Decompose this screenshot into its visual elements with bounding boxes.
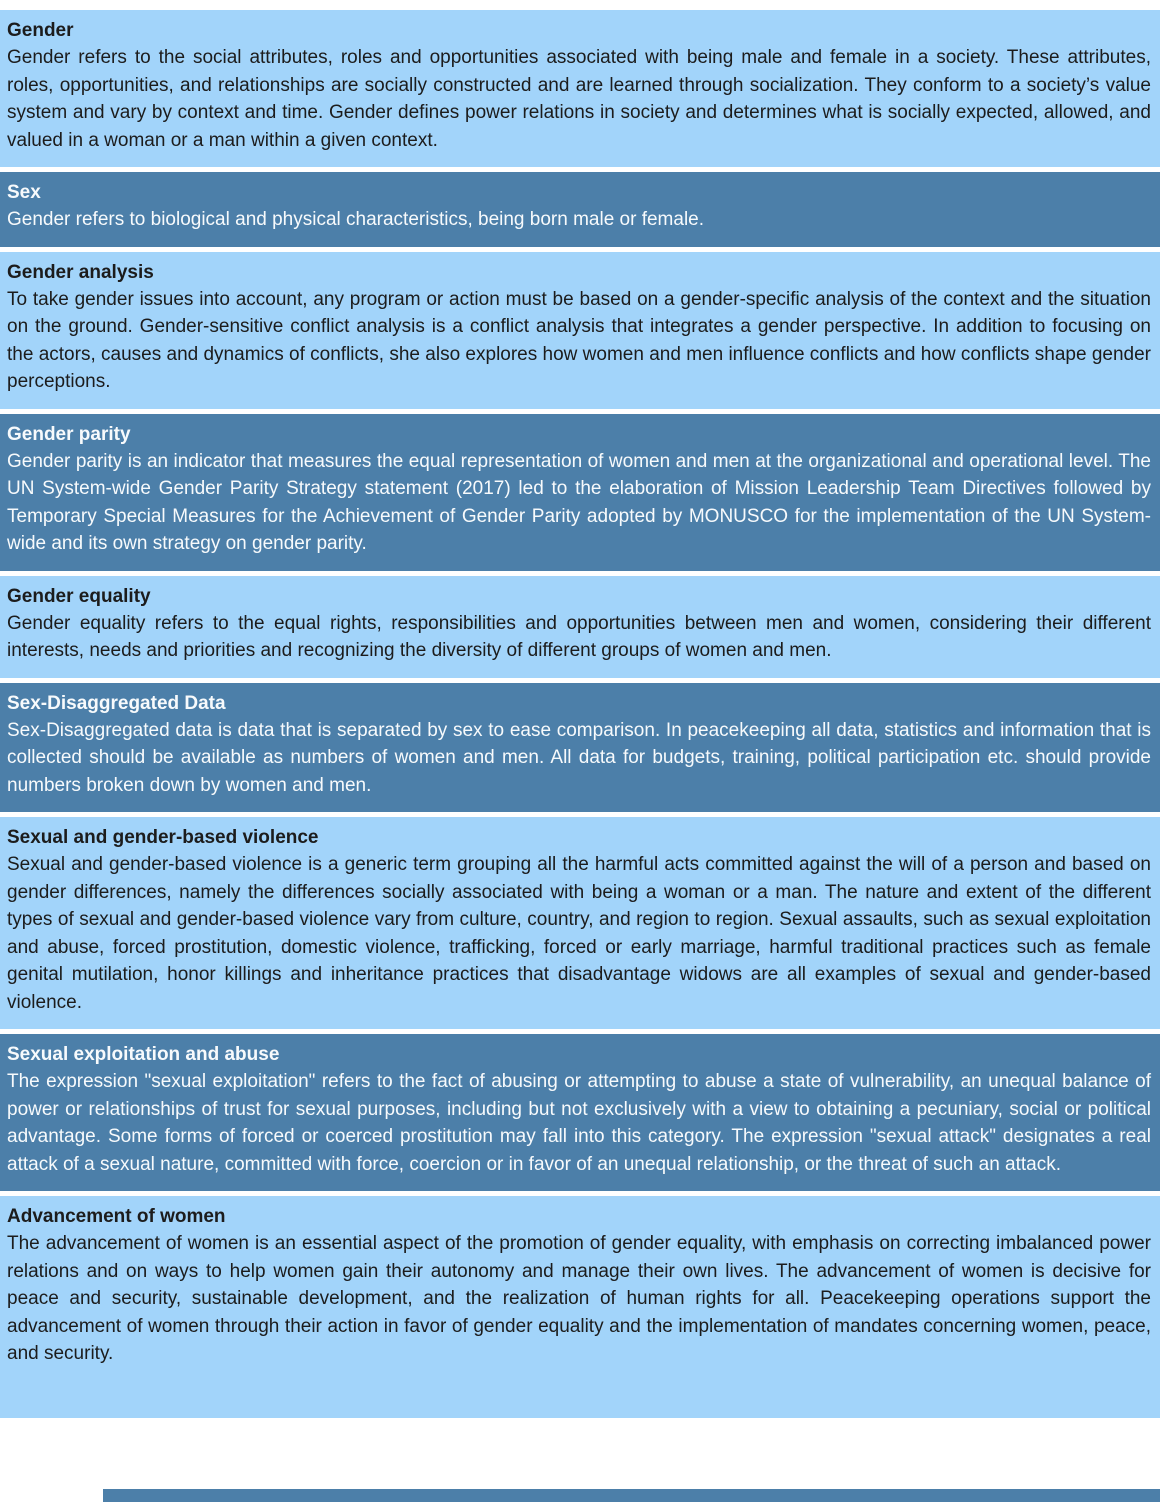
next-section-partial-band [103, 1489, 1160, 1502]
definition-section-gender-parity [0, 414, 1160, 571]
definition-body: Sexual and gender-based violence is a generic term grouping all the harmful acts committed against the will of a person and based on gender differences, namely the differences socially associated with being a woman or a man. The nature and extent of the different types of sexual and gender-based violence vary from culture, country, and region to region. Sexual assaults, such as sexual exploitation and abuse, forced prostitution, domestic violence, trafficking, forced or early marriage, harmful traditional practices such as female genital mutilation, honor killings and inheritance practices that disadvantage widows are all examples of sexual and gender-based violence. [7, 854, 1151, 1013]
definition-body: Gender equality refers to the equal rights, responsibilities and opportunities between men and women, considering their different interests, needs and priorities and recognizing the diversity of different groups of women and men. [7, 612, 1151, 661]
definition-body: The expression "sexual exploitation" refers to the fact of abusing or attempting to abuse a state of vulnerability, an unequal balance of power or relationships of trust for sexual purposes, including but not exclusively with a view to obtaining a pecuniary, social or political advantage. Some forms of forced or coerced prostitution may fall into this category. The expression "sexual attack" designates a real attack of a sexual nature, committed with force, coercion or in favor of an unequal relationship, or the threat of such an attack. [7, 1071, 1151, 1175]
definition-title: Gender parity [7, 423, 131, 445]
definition-section-gender-equality [0, 576, 1160, 678]
definition-section-sex-disaggregated-data [0, 683, 1160, 813]
definition-body: Gender refers to the social attributes, roles and opportunities associated with being male and female in a society. These attributes, roles, opportunities, and relationships are socially constructed and are learned through socialization. They conform to a society’s value system and vary by context and time. Gender defines power relations in society and determines what is socially expected, allowed, and valued in a woman or a man within a given context. [7, 47, 1151, 151]
definition-section-sexual-gender-based-violence [0, 817, 1160, 1029]
definition-section-gender [0, 10, 1160, 167]
definition-title: Gender equality [7, 585, 151, 607]
definition-title: Sexual exploitation and abuse [7, 1044, 280, 1065]
definition-body: Gender refers to biological and physical characteristics, being born male or female. [7, 209, 705, 230]
definition-title: Sex [7, 182, 41, 203]
definition-section-gender-analysis [0, 252, 1160, 409]
definition-section-advancement-of-women [0, 1196, 1160, 1418]
definition-title: Gender analysis [7, 261, 154, 283]
definition-section-sexual-exploitation-abuse [0, 1034, 1160, 1191]
definition-title: Gender [7, 20, 74, 41]
definition-body: The advancement of women is an essential aspect of the promotion of gender equality, with emphasis on correcting imbalanced power relations and on ways to help women gain their autonomy and manage their own lives. The advancement of women is decisive for peace and security, sustainable development, and the realization of human rights for all. Peacekeeping operations support the advancement of women through their action in favor of gender equality and the implementation of mandates concerning women, peace, and security. [7, 1233, 1151, 1364]
definition-body: Sex-Disaggregated data is data that is separated by sex to ease comparison. In peacekeeping all data, statistics and information that is collected should be available as numbers of women and men. All data for budgets, training, political participation etc. should provide numbers broken down by women and men. [7, 719, 1151, 796]
definition-title: Sexual and gender-based violence [7, 827, 319, 848]
definition-body: Gender parity is an indicator that measures the equal representation of women and men at the organizational and operational level. The UN System-wide Gender Parity Strategy statement (2017) led to the elaboration of Mission Leadership Team Directives followed by Temporary Special Measures for the Achievement of Gender Parity adopted by MONUSCO for the implementation of the UN System-wide and its own strategy on gender parity. [7, 450, 1151, 554]
definition-title: Sex-Disaggregated Data [7, 692, 226, 714]
definition-body: To take gender issues into account, any program or action must be based on a gender-specific analysis of the context and the situation on the ground. Gender-sensitive conflict analysis is a conflict analysis that integrates a gender perspective. In addition to focusing on the actors, causes and dynamics of conflicts, she also explores how women and men influence conflicts and how conflicts shape gender perceptions. [7, 288, 1151, 392]
definition-title: Advancement of women [7, 1206, 226, 1227]
definition-section-sex [0, 172, 1160, 247]
